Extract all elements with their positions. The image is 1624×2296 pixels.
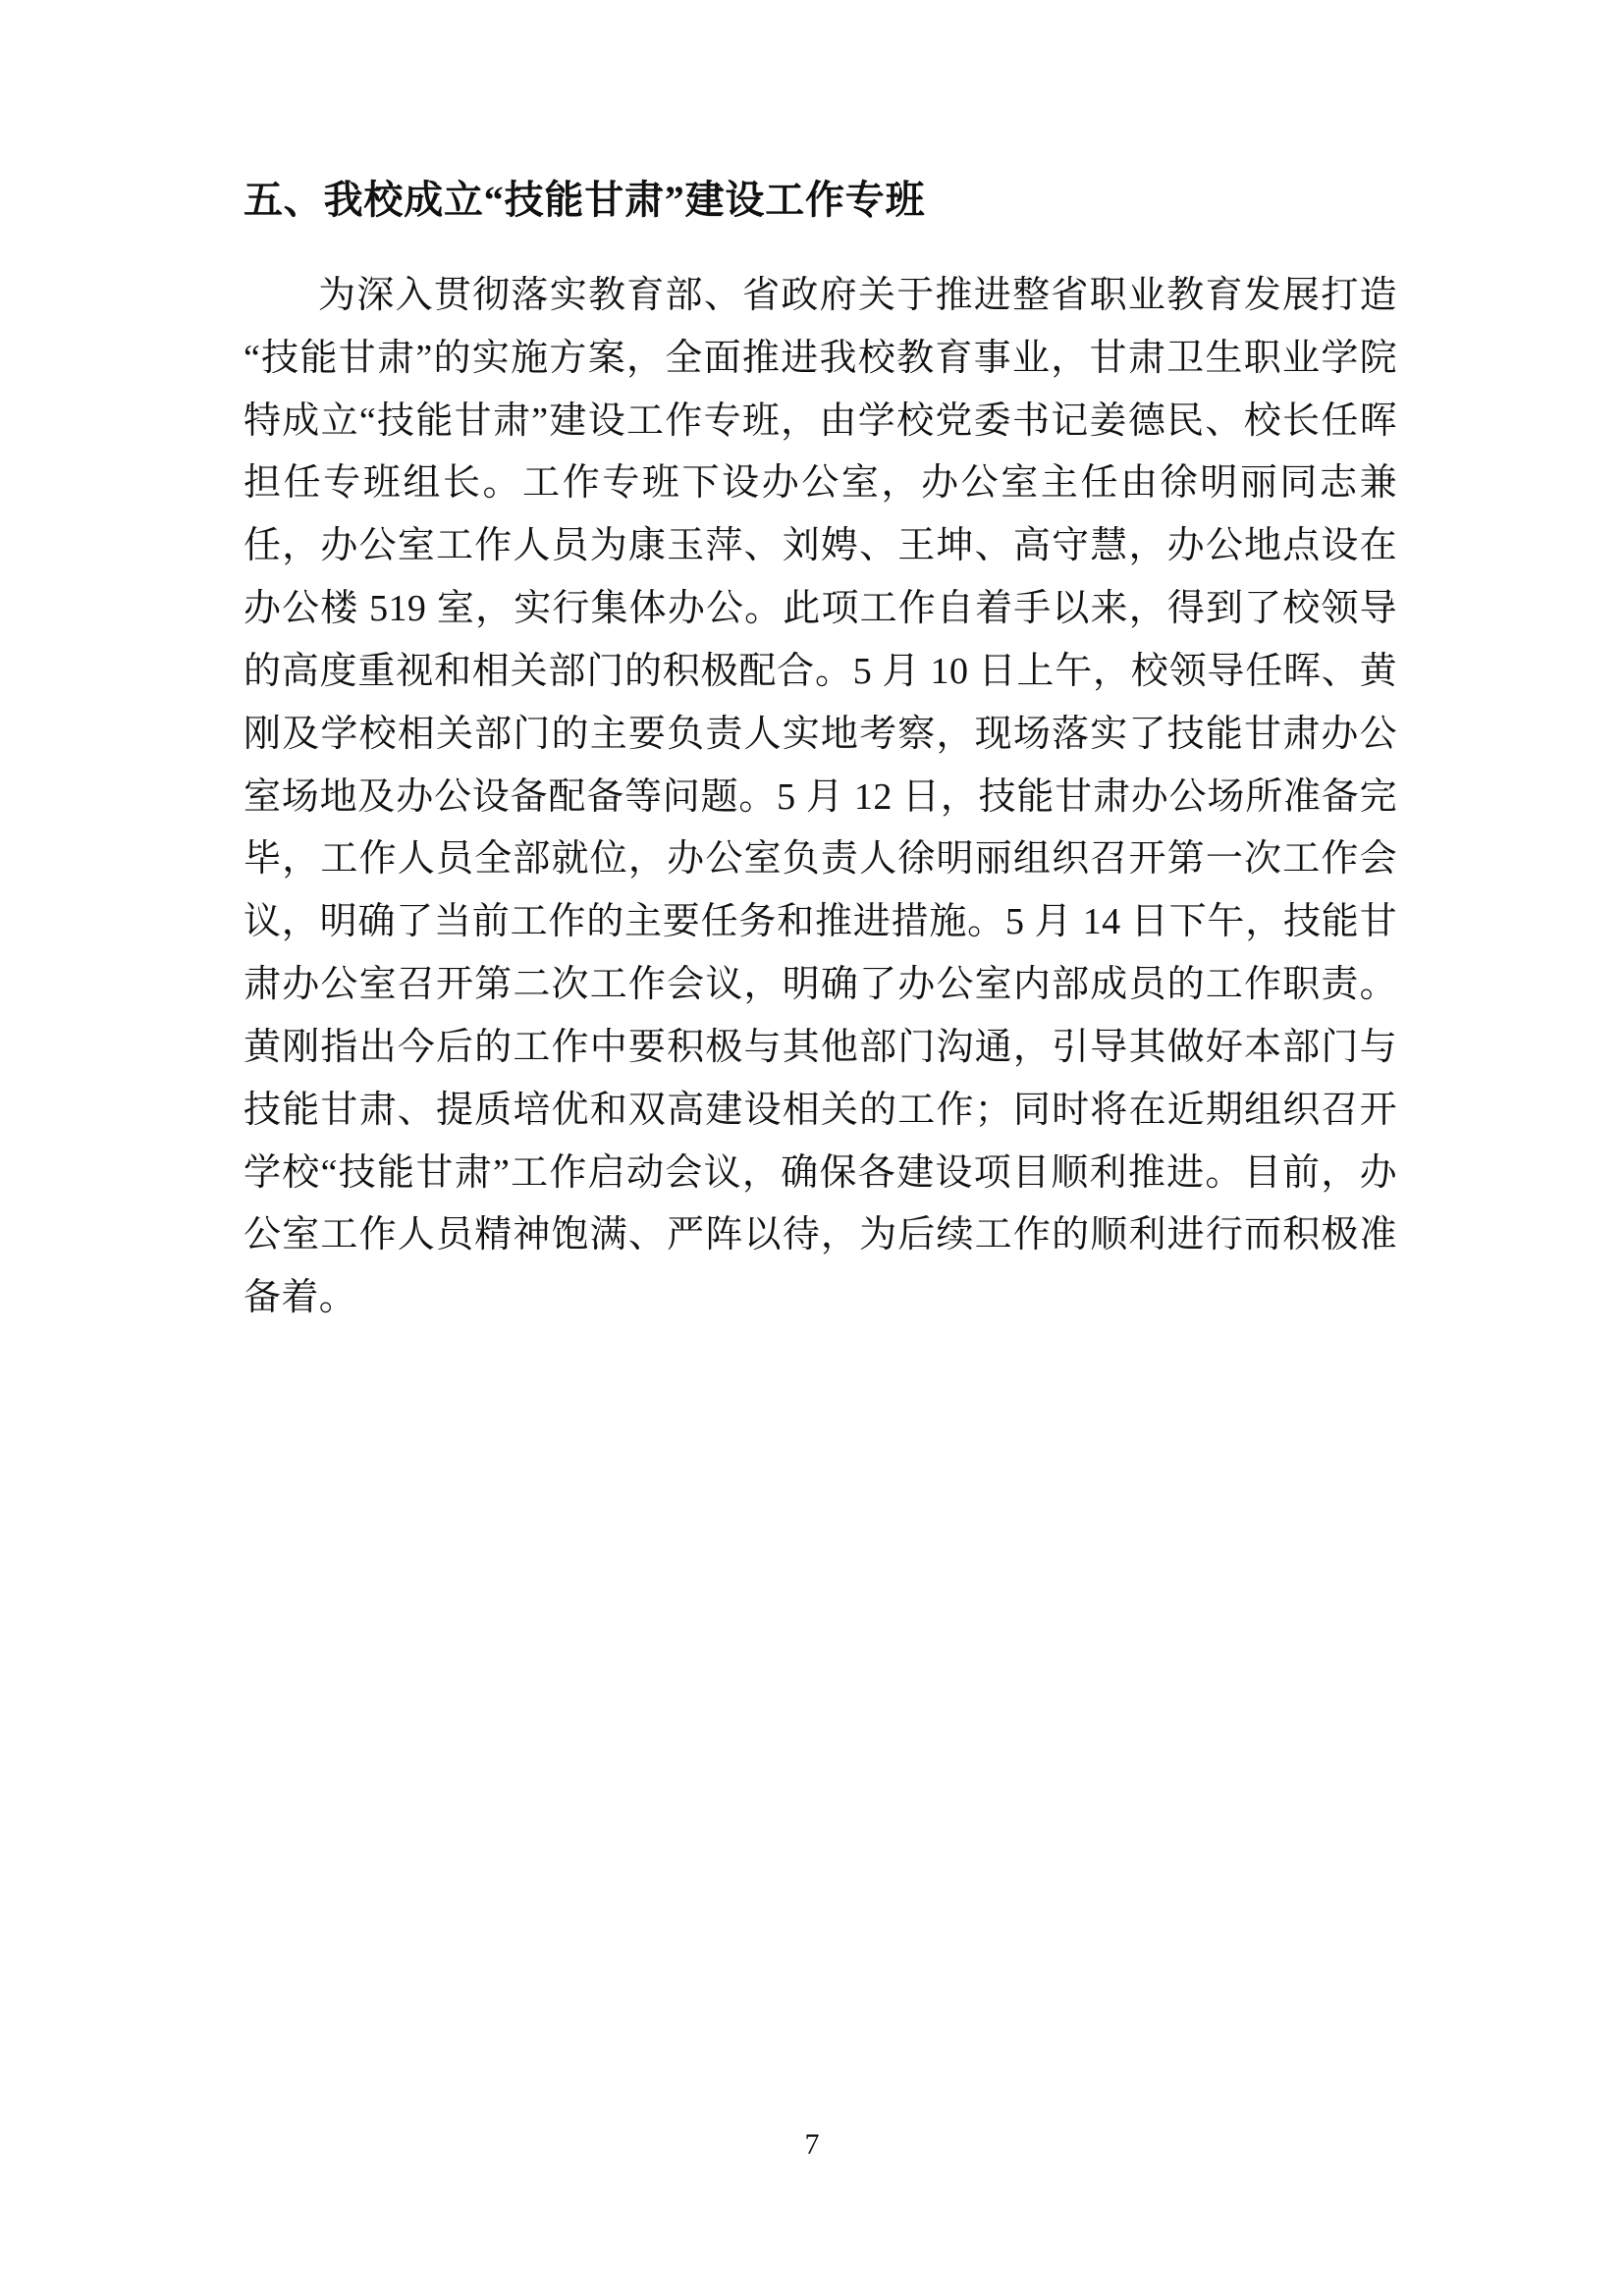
page-number: 7 bbox=[804, 2128, 820, 2161]
page-title: 五、我校成立“技能甘肃”建设工作专班 bbox=[244, 178, 926, 222]
body-paragraph: 为深入贯彻落实教育部、省政府关于推进整省职业教育发展打造“技能甘肃”的实施方案，全面推进我校教育事业，甘肃卫生职业学院特成立“技能甘肃”建设工作专班，由学校党委书记姜德民、校长任晖担任专班组长。工作专班下设办公室，办公室主任由徐明丽同志兼任，办公室工作人员为康玉萍、刘娉、王坤、高守慧，办公地点设在办公楼 519 室，实行集体办公。此项工作自着手以来，得到了校领导的高度重视和相关部门的积极配合。5 月 10 日上午，校领导任晖、黄刚及学校相关部门的主要负责人实地考察，现场落实了技能甘肃办公室场地及办公设备配备等问题。5 月 12 日，技能甘肃办公场所准备完毕，工作人员全部就位，办公室负责人徐明丽组织召开第一次工作会议，明确了当前工作的主要任务和推进措施。5 月 14 日下午，技能甘肃办公室召开第二次工作会议，明确了办公室内部成员的工作职责。黄刚指出今后的工作中要积极与其他部门沟通，引导其做好本部门与技能甘肃、提质培优和双高建设相关的工作；同时将在近期组织召开学校“技能甘肃”工作启动会议，确保各建设项目顺利推进。目前，办公室工作人员精神饱满、严阵以待，为后续工作的顺利进行而积极准备着。 bbox=[244, 275, 1397, 1319]
document-content bbox=[244, 173, 1397, 1330]
